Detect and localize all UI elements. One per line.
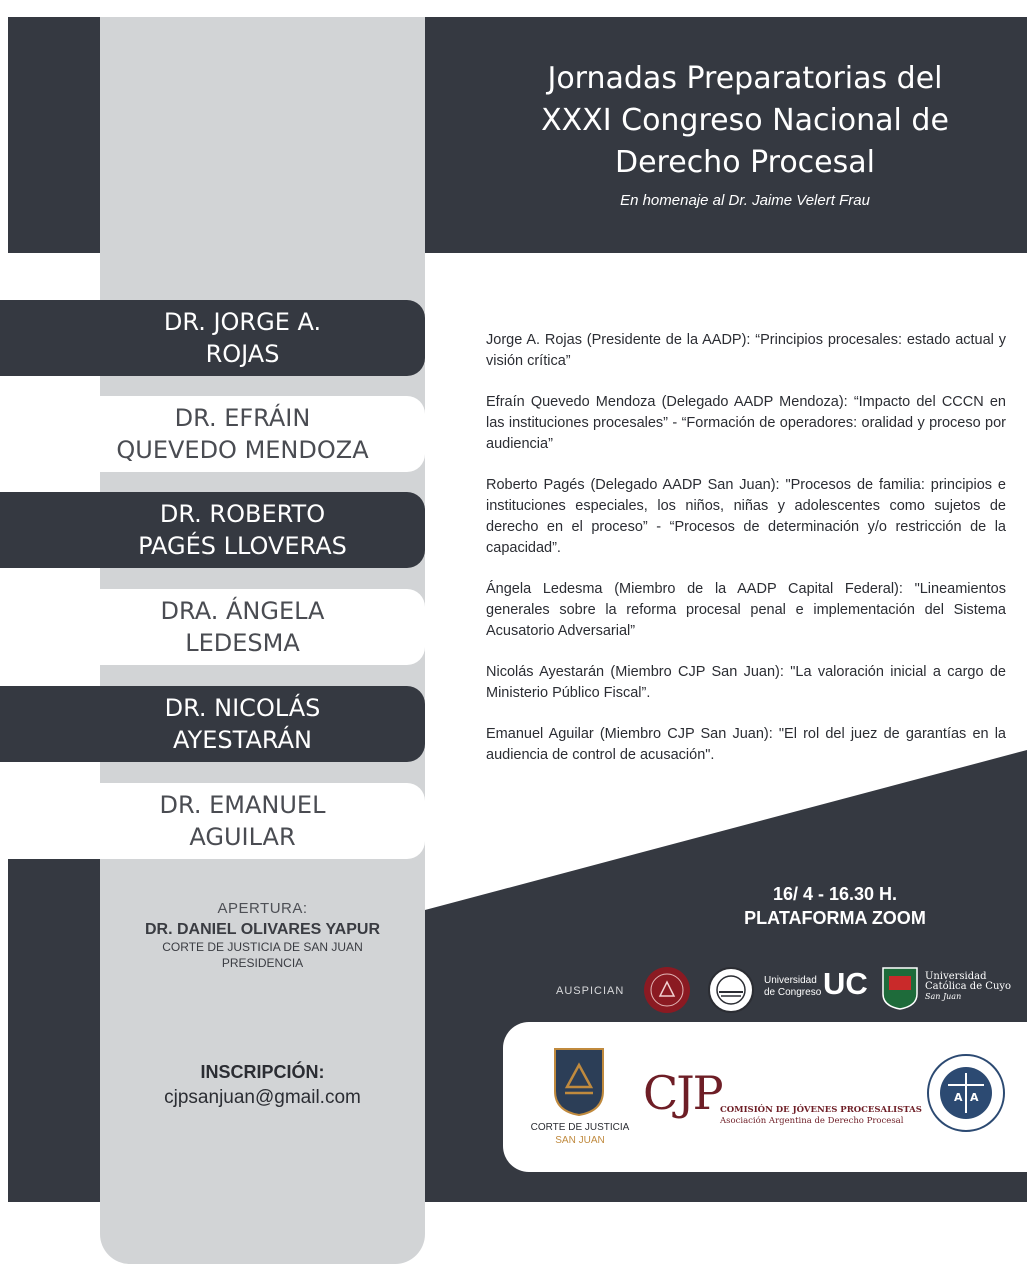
corte-justicia-label [530, 1121, 630, 1147]
speaker-tab [0, 396, 425, 472]
apertura-role-2: PRESIDENCIA [221, 956, 304, 970]
uc-logo-mark: UC [823, 966, 868, 1001]
ucc-text-line: Universidad [925, 971, 987, 982]
uc-text-line: Universidad [764, 975, 817, 986]
speaker-name-line: DR. NICOLÁS [164, 694, 321, 722]
talk-item: Roberto Pagés (Delegado AADP San Juan): "Procesos de familia: principios e instituciones especiales, los niños, niñas y adolescentes como sujetos de derecho en el proceso” - “Procesos de determinación y/o restricción de la capacidad”. [486, 477, 1006, 556]
uc-logo-text [764, 975, 821, 999]
speaker-tab [0, 589, 425, 665]
talk-item: Nicolás Ayestarán (Miembro CJP San Juan): "La valoración inicial a cargo de Ministerio Público Fiscal”. [486, 664, 1006, 701]
sponsors-label: AUSPICIAN [556, 985, 625, 997]
corte-label-line: SAN JUAN [555, 1135, 605, 1146]
corte-justicia-shield-icon [553, 1047, 605, 1117]
speaker-tab [0, 300, 425, 376]
inscripcion-block [100, 1062, 425, 1109]
talk-item: Ángela Ledesma (Miembro de la AADP Capital Federal): "Lineamientos generales sobre la reforma procesal penal e implementación del Sistema Acusatorio Adversarial” [486, 581, 1006, 639]
university-seal-icon [707, 966, 755, 1014]
speaker-tab [0, 686, 425, 762]
speaker-name-line: DR. EMANUEL [159, 791, 326, 819]
ucc-shield-icon [881, 966, 919, 1010]
title-line-3: Derecho Procesal [615, 145, 875, 180]
talk-item: Jorge A. Rojas (Presidente de la AADP): “Principios procesales: estado actual y visión crítica” [486, 332, 1006, 369]
apertura-label: APERTURA: [217, 900, 308, 917]
speaker-tab [0, 492, 425, 568]
talk-item: Efraín Quevedo Mendoza (Delegado AADP Mendoza): “Impacto del CCCN en las instituciones procesales” - “Formación de operadores: oralidad y proceso por audiencia” [486, 394, 1006, 452]
apertura-block [100, 900, 425, 971]
cjp-text-line: Asociación Argentina de Derecho Procesal [720, 1116, 904, 1126]
svg-text:A: A [954, 1091, 963, 1104]
speaker-name-line: AYESTARÁN [173, 726, 312, 754]
aadp-seal-icon [926, 1053, 1006, 1133]
speaker-tab [0, 783, 425, 859]
event-date: 16/ 4 - 16.30 H. [772, 884, 898, 904]
speaker-name-line: AGUILAR [189, 823, 296, 851]
inscripcion-label: INSCRIPCIÓN: [200, 1062, 325, 1082]
title-line-1: Jornadas Preparatorias del [547, 61, 943, 96]
speaker-name-line: DR. EFRÁIN [174, 404, 311, 432]
talks-list [486, 330, 1006, 786]
speaker-name-line: QUEVEDO MENDOZA [116, 436, 369, 464]
speaker-name-line: ROJAS [205, 340, 280, 368]
corte-seal-icon [643, 966, 691, 1014]
ucc-text-line: Católica de Cuyo [925, 981, 1012, 992]
talk-item: Emanuel Aguilar (Miembro CJP San Juan): "El rol del juez de garantías en la audiencia de control de acusación". [486, 726, 1006, 763]
speaker-name-line: DRA. ÁNGELA [160, 597, 325, 625]
apertura-name: DR. DANIEL OLIVARES YAPUR [144, 921, 380, 938]
bottom-left-band [8, 858, 100, 1202]
event-subtitle: En homenaje al Dr. Jaime Velert Frau [620, 192, 870, 209]
speaker-name-line: LEDESMA [185, 629, 300, 657]
speaker-name-line: PAGÉS LLOVERAS [138, 532, 347, 560]
cjp-logo-text [720, 1105, 922, 1127]
event-date-block [700, 882, 970, 930]
event-platform: PLATAFORMA ZOOM [744, 908, 926, 928]
speaker-name-line: DR. JORGE A. [163, 308, 322, 336]
ucc-logo-text [925, 972, 1011, 1002]
uc-text-line: de Congreso [764, 987, 822, 998]
ucc-text-line: San Juan [925, 992, 962, 1001]
apertura-role: CORTE DE JUSTICIA DE SAN JUAN [162, 940, 363, 954]
corte-label-line: CORTE DE JUSTICIA [530, 1122, 630, 1133]
speaker-name-line: DR. ROBERTO [159, 500, 326, 528]
svg-text:A: A [970, 1091, 979, 1104]
cjp-text-line: COMISIÓN DE JÓVENES PROCESALISTAS [720, 1105, 922, 1115]
event-title [430, 58, 1035, 184]
title-line-2: XXXI Congreso Nacional de [541, 103, 949, 138]
inscripcion-email[interactable]: cjpsanjuan@gmail.com [164, 1087, 361, 1108]
cjp-logo-mark: CJP [643, 1066, 722, 1120]
